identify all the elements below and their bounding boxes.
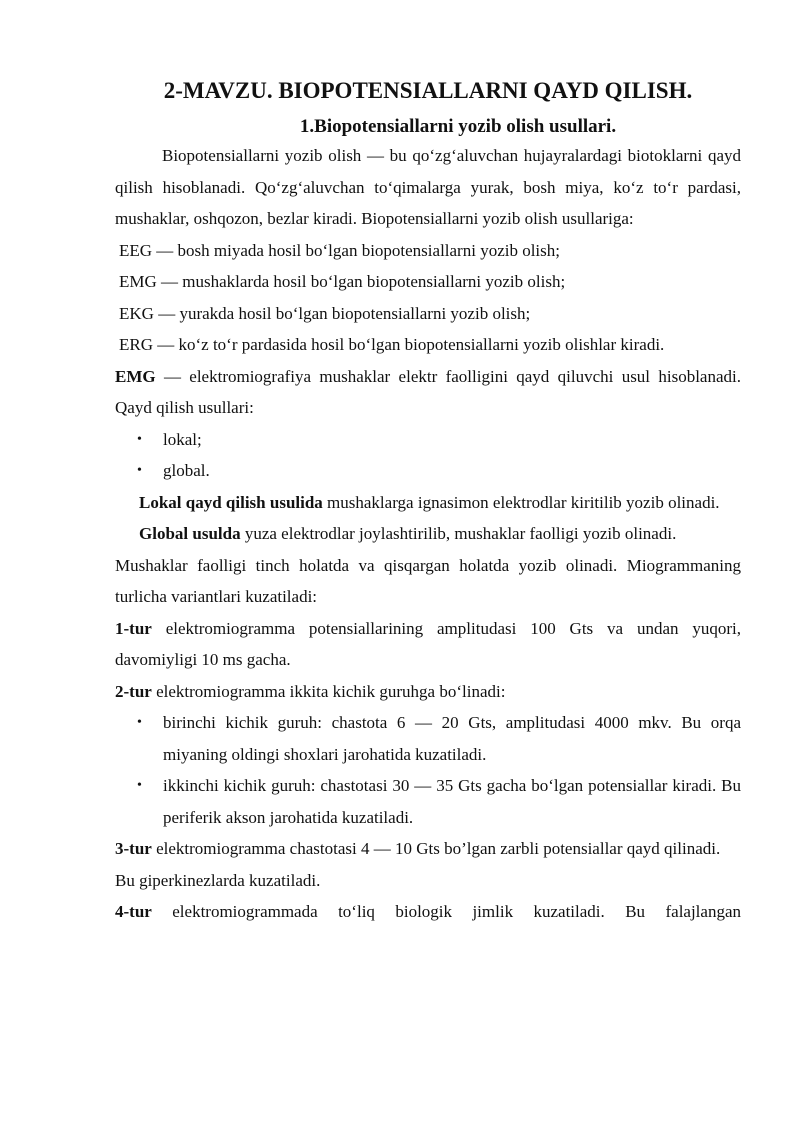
type2-paragraph bbox=[115, 676, 741, 708]
list-item-text: lokal; bbox=[163, 429, 202, 449]
page-title: 2-MAVZU. BIOPOTENSIALLARNI QAYD QILISH. bbox=[163, 78, 693, 103]
intro-paragraph: Biopotensiallarni yozib olish — bu qo‘zg‘aluvchan hujayralardagi biotoklarni qayd qilish hisoblanadi. Qo‘zg‘aluvchan to‘qimalarga yurak, bosh miya, ko‘z to‘r pardasi, mushaklar, oshqozon, bezlar kiradi. Biopotensiallarni yozib olish usullariga: bbox=[115, 146, 741, 228]
list-item bbox=[137, 455, 741, 487]
global-paragraph bbox=[115, 518, 741, 550]
method-ekg: EKG — yurakda hosil bo‘lgan biopotensiallarni yozib olish; bbox=[119, 303, 531, 323]
global-text: yuza elektrodlar joylashtirilib, mushaklar faolligi yozib olinadi. bbox=[240, 524, 677, 543]
local-text: mushaklarga ignasimon elektrodlar kiritilib yozib olinadi. bbox=[322, 492, 720, 512]
type3-term: 3-tur bbox=[115, 839, 152, 858]
local-paragraph bbox=[115, 487, 741, 519]
emg-methods-list bbox=[115, 424, 741, 487]
list-item-text: birinchi kichik guruh: chastota 6 — 20 Gts, amplitudasi 4000 mkv. Bu orqa miyaning oldingi shoxlari jarohatida kuzatiladi. bbox=[163, 713, 741, 764]
activity-paragraph: Mushaklar faolligi tinch holatda va qisqargan holatda yozib olinadi. Miogrammaning turlicha variantlari kuzatiladi: bbox=[115, 555, 741, 606]
list-item bbox=[137, 424, 741, 456]
section-heading: 1.Biopotensiallarni yozib olish usullari. bbox=[299, 116, 617, 137]
type2-term: 2-tur bbox=[115, 681, 152, 701]
type3-text: elektromiogramma chastotasi 4 — 10 Gts bo’lgan zarbli potensiallar qayd qilinadi. Bu giperkinezlarda kuzatiladi. bbox=[115, 839, 721, 890]
list-item bbox=[137, 770, 741, 833]
emg-text: — elektromiografiya mushaklar elektr faolligini qayd qiluvchi usul hisoblanadi. Qayd qilish usullari: bbox=[115, 366, 741, 417]
type4-term: 4-tur bbox=[115, 902, 152, 921]
type1-paragraph bbox=[115, 613, 741, 676]
type3-paragraph bbox=[115, 833, 741, 896]
bullet-icon: • bbox=[137, 431, 142, 447]
emg-term: EMG bbox=[115, 366, 156, 386]
list-item-text: global. bbox=[163, 461, 210, 480]
type4-paragraph bbox=[115, 896, 741, 928]
type2-text: elektromiogramma ikkita kichik guruhga bo‘linadi: bbox=[151, 681, 506, 701]
type1-text: elektromiogramma potensiallarining amplitudasi 100 Gts va undan yuqori, davomiyligi 10 ms gacha. bbox=[115, 618, 741, 669]
document-page bbox=[115, 72, 741, 928]
method-emg: EMG — mushaklarda hosil bo‘lgan biopotensiallarni yozib olish; bbox=[119, 272, 566, 291]
type2-groups-list bbox=[115, 707, 741, 833]
list-item-text: ikkinchi kichik guruh: chastotasi 30 — 35 Gts gacha bo‘lgan potensiallar kiradi. Bu periferik akson jarohatida kuzatiladi. bbox=[163, 776, 741, 827]
local-term: Lokal qayd qilish usulida bbox=[139, 492, 323, 512]
type4-text: elektromiogrammada to‘liq biologik jimlik kuzatiladi. Bu falajlangan bbox=[151, 902, 741, 921]
type1-term: 1-tur bbox=[115, 618, 152, 638]
list-item bbox=[137, 707, 741, 770]
bullet-icon: • bbox=[137, 778, 142, 793]
emg-paragraph bbox=[115, 361, 741, 424]
method-erg: ERG — ko‘z to‘r pardasida hosil bo‘lgan biopotensiallarni yozib olishlar kiradi. bbox=[119, 335, 665, 354]
bullet-icon: • bbox=[137, 463, 142, 478]
bullet-icon: • bbox=[137, 715, 142, 730]
global-term: Global usulda bbox=[139, 524, 241, 543]
method-eeg: EEG — bosh miyada hosil bo‘lgan biopotensiallarni yozib olish; bbox=[119, 240, 560, 260]
